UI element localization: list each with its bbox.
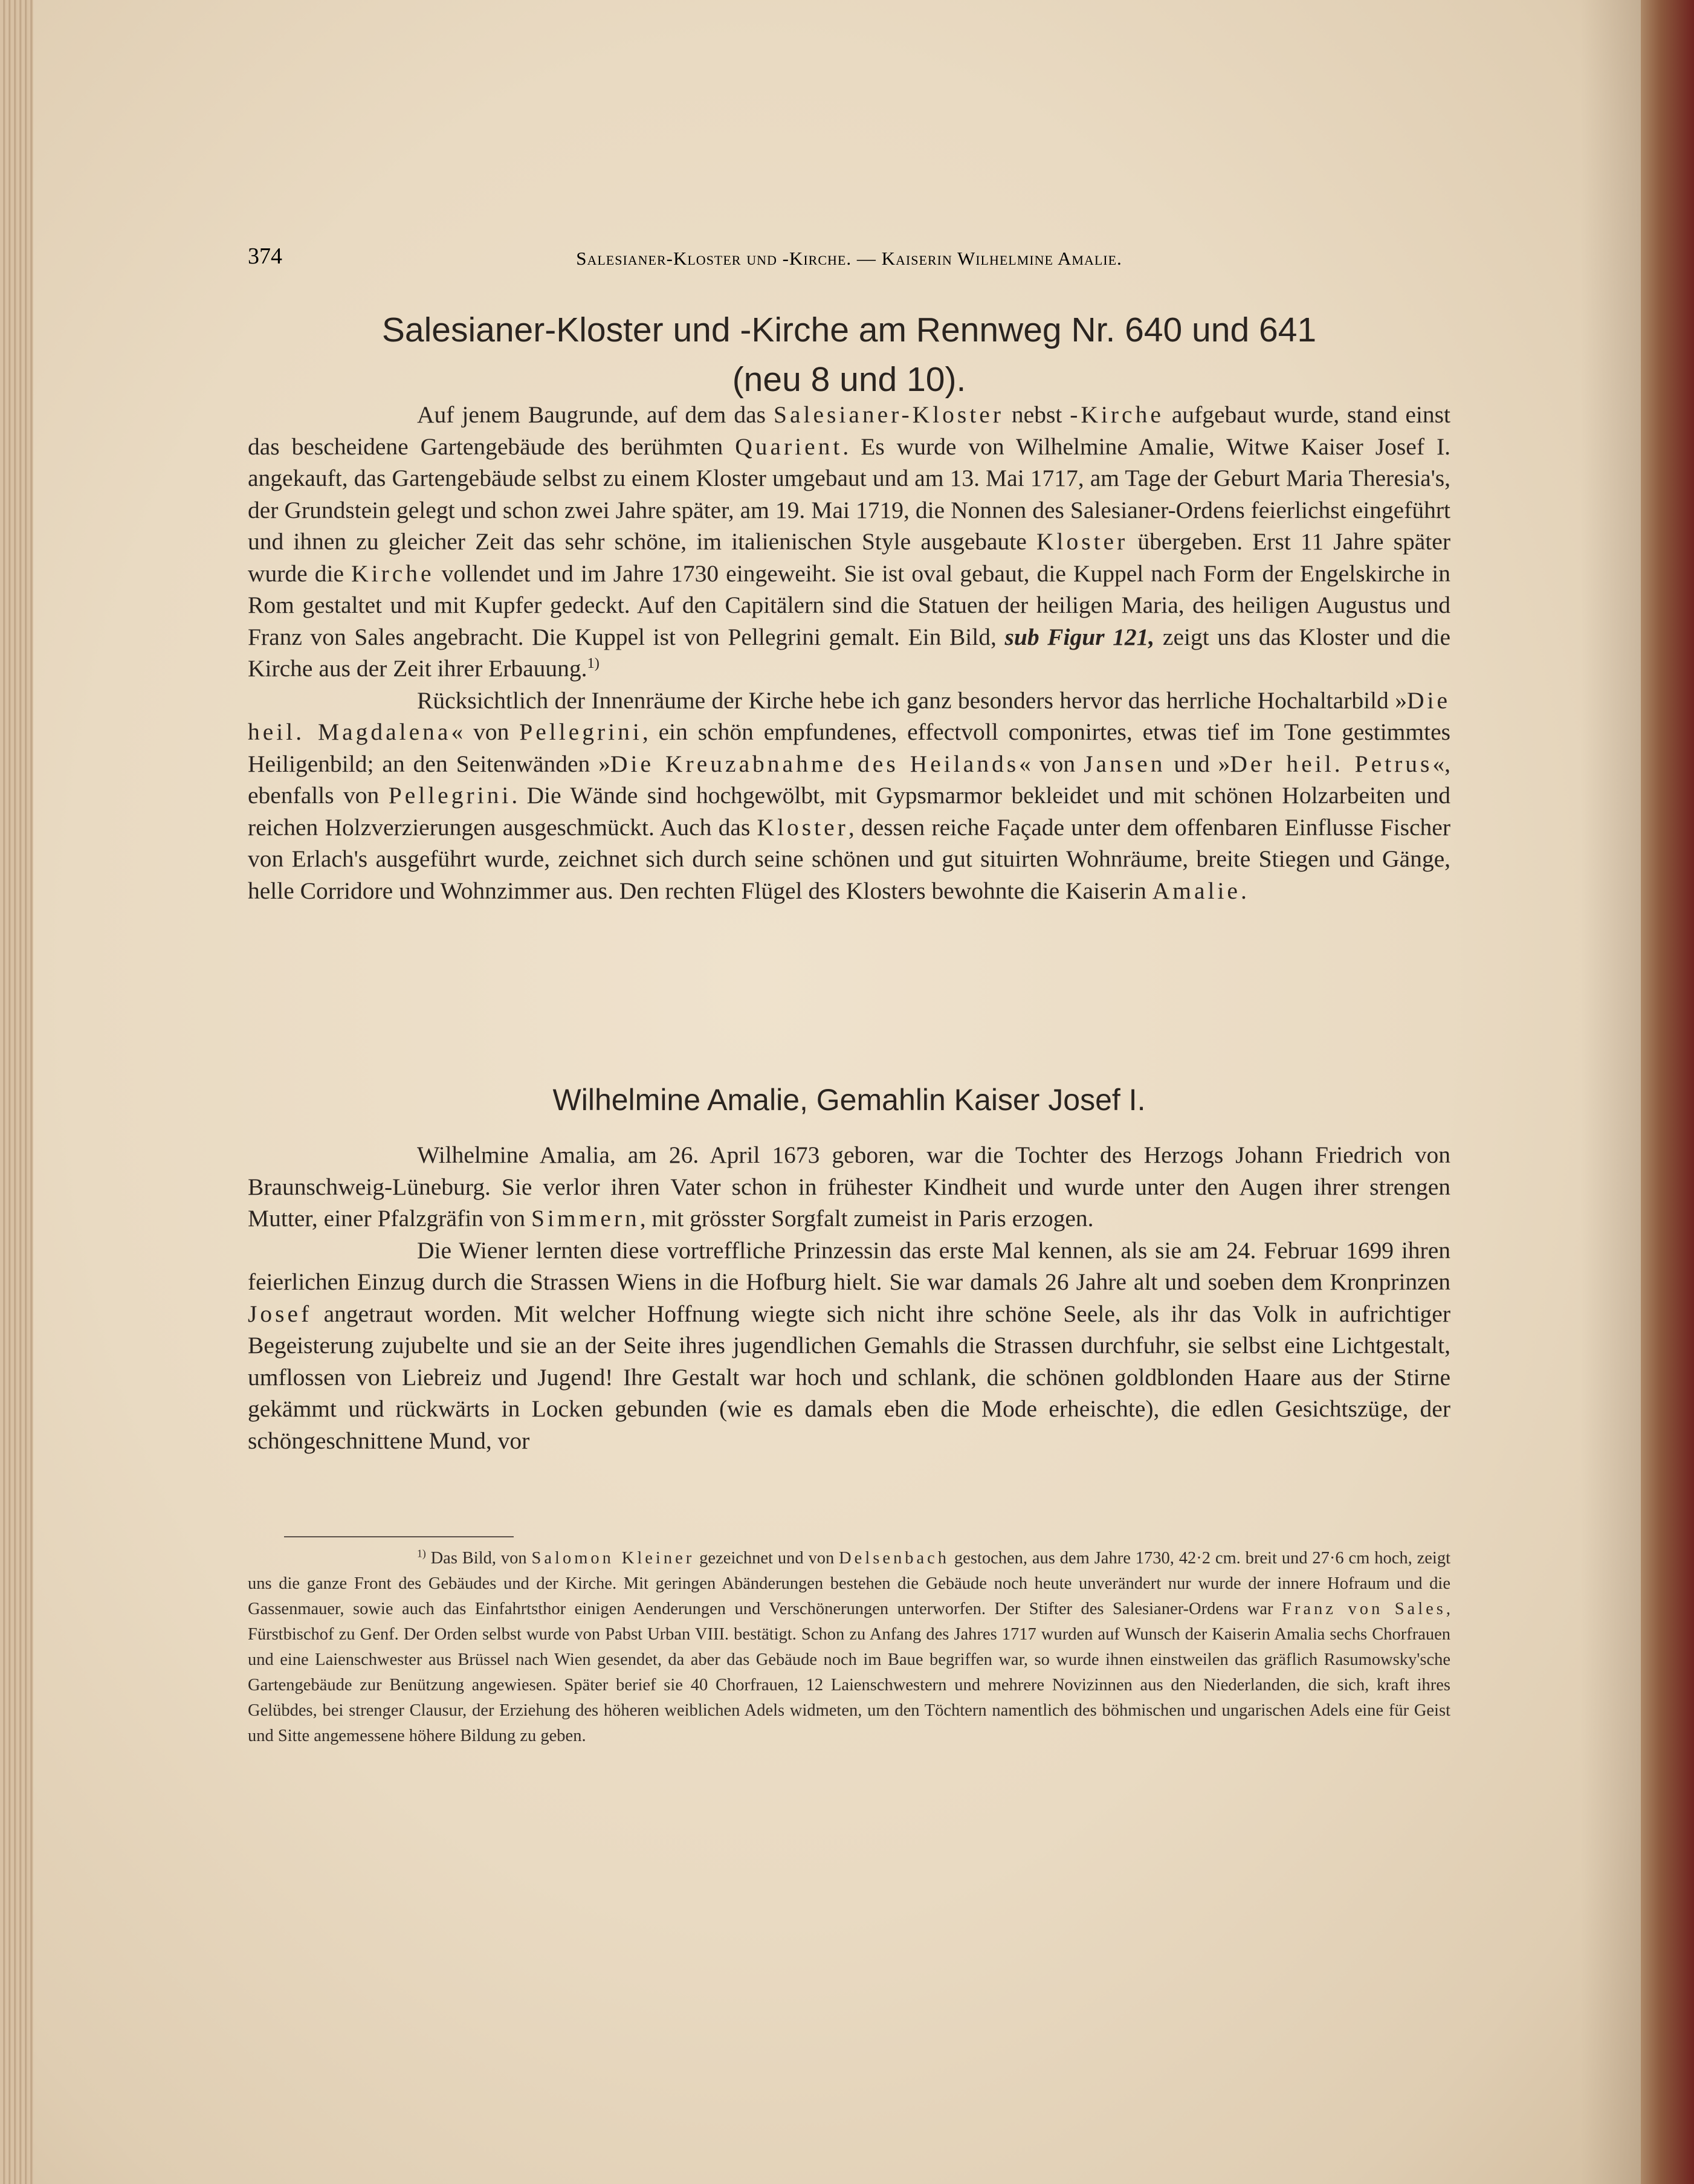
text-run: übergeben. Erst 11 Jahre später wurde die: [248, 528, 1450, 587]
text-run: und »: [1165, 750, 1230, 777]
spaced-term: Kirche: [351, 560, 435, 587]
spaced-term: Pellegrini: [388, 782, 512, 809]
text-run: gestochen, aus dem Jahre 1730, 42·2 cm. breit und 27·6 cm hoch, zeigt uns die ganze Front des Gebäudes und der Kirche. Mit geringen Abänderungen bestehen die Gebäude noch heute unverändert nur wurde der innere Hofraum und die Gassenmauer, sowie auch das Einfahrtsthor einigen Aenderungen und Verschönerungen unterworfen. Der Stifter des Salesianer-Ordens war: [248, 1549, 1451, 1618]
text-run: « von: [1019, 750, 1084, 777]
running-head: [248, 242, 1450, 278]
footnote-marker: 1): [587, 654, 600, 671]
text-run: . Die Wände sind hochgewölbt, mit Gypsmarmor bekleidet und mit schönen Holzarbeiten und reichen Holzverzierungen ausgeschmückt. Auch das: [248, 782, 1450, 841]
text-run: . Es wurde von Wilhelmine Amalie, Witwe Kaiser Josef I. angekauft, das Gartengebäude selbst zu einem Kloster umgebaut und am 13. Mai 1717, am Tage der Geburt Maria Theresia's, der Grundstein gelegt und schon zwei Jahre später, am 19. Mai 1719, die Nonnen des Salesianer-Ordens feierlichst eingeführt und ihnen zu gleicher Zeit das sehr schöne, im italienischen Style ausgebaute: [248, 433, 1450, 555]
spaced-term: Josef: [248, 1300, 312, 1327]
spaced-term: Salomon Kleiner: [531, 1549, 695, 1568]
figure-reference: sub Figur 121,: [1004, 623, 1155, 650]
text-run: «, ebenfalls von: [248, 750, 1451, 809]
paragraph: [248, 685, 1450, 907]
section-wilhelmine-body: [248, 1139, 1450, 1456]
text-run: Die Wiener lernten diese vortreffliche Prinzessin das erste Mal kennen, als sie am 24. Februar 1699 ihren feierlichen Einzug durch die Strassen Wiens in die Hofburg hielt. Sie war damals 26 Jahre alt und soeben dem Kronprinzen: [248, 1236, 1450, 1295]
text-run: , ein schön empfundenes, effectvoll componirtes, etwas tief im Tone gestimmtes Heiligenbild; an den Seitenwänden »: [248, 719, 1450, 777]
footnote: [248, 1546, 1450, 1749]
spaced-term: Quarient: [735, 433, 843, 460]
gutter-shadow: [1580, 0, 1641, 2184]
text-run: Wilhelmine Amalia, am 26. April 1673 geboren, war die Tochter des Herzogs Johann Friedrich von Braunschweig-Lüneburg. Sie verlor ihren Vater schon in frühester Kindheit und wurde unter den Augen ihrer strengen Mutter, einer Pfalzgräfin von: [248, 1142, 1450, 1232]
section-title-line2: (neu 8 und 10).: [732, 360, 966, 399]
text-run: nebst: [1003, 401, 1070, 428]
section-title-salesianer: [248, 305, 1450, 404]
spaced-term: Delsenbach: [839, 1549, 950, 1568]
text-run: Das Bild, von: [425, 1549, 532, 1568]
text-run: Auf jenem Baugrunde, auf dem das: [417, 401, 774, 428]
spaced-term: Der heil. Petrus: [1230, 750, 1433, 777]
spaced-term: Die Kreuzabnahme des Heilands: [610, 750, 1020, 777]
text-run: , dessen reiche Façade unter dem offenbaren Einflusse Fischer von Erlach's ausgeführt wurde, zeichnet sich durch seine schönen und gut situirten Wohnräume, breite Stiegen und Gänge, helle Corridore und Wohnzimmer aus. Den rechten Flügel des Klosters bewohnte die Kaiserin: [248, 813, 1450, 904]
text-run: vollendet und im Jahre 1730 eingeweiht. Sie ist oval gebaut, die Kuppel nach Form der Engelskirche in Rom gestaltet und mit Kupfer gedeckt. Auf den Capitälern sind die Statuen der heiligen Maria, des heiligen Augustus und Franz von Sales angebracht. Die Kuppel ist von Pellegrini gemalt. Ein Bild,: [248, 560, 1451, 650]
text-run: gezeichnet und von: [694, 1549, 839, 1568]
spaced-term: Kloster: [757, 813, 849, 841]
spaced-term: Kloster: [1036, 528, 1128, 555]
footnote-rule: [284, 1536, 514, 1537]
text-run: .: [1240, 877, 1247, 904]
footnote-marker: 1): [417, 1547, 426, 1560]
spaced-term: Jansen: [1084, 750, 1166, 777]
running-title: Salesianer-Kloster und -Kirche. — Kaiserin Wilhelmine Amalie.: [576, 248, 1122, 269]
spaced-term: Amalie: [1152, 877, 1241, 904]
spaced-term: Simmern: [531, 1205, 640, 1232]
paragraph: [248, 399, 1450, 685]
text-run: , mit grösster Sorgfalt zumeist in Paris erzogen.: [639, 1205, 1094, 1232]
text-run: « von: [451, 719, 520, 745]
section-title-wilhelmine: Wilhelmine Amalie, Gemahlin Kaiser Josef I.: [552, 1083, 1146, 1117]
text-run: zeigt uns das Kloster und die Kirche aus der Zeit ihrer Erbauung.: [248, 623, 1450, 682]
text-run: Rücksichtlich der Innenräume der Kirche hebe ich ganz besonders hervor das herrliche Hochaltarbild »: [417, 687, 1407, 714]
paragraph: [248, 1235, 1450, 1457]
spaced-term: Die heil. Magdalena: [248, 687, 1450, 745]
section-salesianer-body: [248, 399, 1450, 906]
spaced-term: Salesianer-Kloster: [773, 401, 1004, 428]
paragraph: [248, 1139, 1450, 1235]
spaced-term: Pellegrini: [519, 719, 642, 745]
spaced-term: Franz von Sales: [1282, 1600, 1446, 1618]
book-cover-edge: [1638, 0, 1694, 2184]
text-run: angetraut worden. Mit welcher Hoffnung wiegte sich nicht ihre schöne Seele, als ihr das Volk in aufrichtiger Begeisterung zujubelte und sie an der Seite ihres jugendlichen Gemahls die Strassen durchfuhr, sie selbst eine Lichtgestalt, umflossen von Liebreiz und Jugend! Ihre Gestalt war hoch und schlank, die schönen goldblonden Haare aus der Stirne gekämmt und rückwärts in Locken gebunden (wie es damals eben die Mode erheischte), die edlen Gesichtszüge, der schöngeschnittene Mund, vor: [248, 1300, 1450, 1454]
section-title-line1: Salesianer-Kloster und -Kirche am Rennweg Nr. 640 und 641: [381, 311, 1317, 349]
text-run: aufgebaut wurde, stand einst das bescheidene Gartengebäude des berühmten: [248, 401, 1450, 460]
text-run: , Fürstbischof zu Genf. Der Orden selbst wurde von Pabst Urban VIII. bestätigt. Schon zu Anfang des Jahres 1717 wurden auf Wunsch der Kaiserin Amalia sechs Chorfrauen und eine Laienschwester aus Brüssel nach Wien gesendet, da aber das Gebäude noch im Baue begriffen war, so wurde ihnen einstweilen das gräflich Rasumowsky'sche Gartengebäude zur Benützung angewiesen. Später berief sie 40 Chorfrauen, 12 Laienschwestern und mehrere Novizinnen aus den Niederlanden, die sich, kraft ihres Gelübdes, bei strenger Clausur, der Erziehung des höheren weiblichen Adels widmeten, um den Töchtern namentlich des böhmischen und ungarischen Adels eine für Geist und Sitte angemessene höhere Bildung zu geben.: [248, 1600, 1450, 1745]
spaced-term: -Kirche: [1070, 401, 1164, 428]
page-number: 374: [248, 244, 282, 269]
